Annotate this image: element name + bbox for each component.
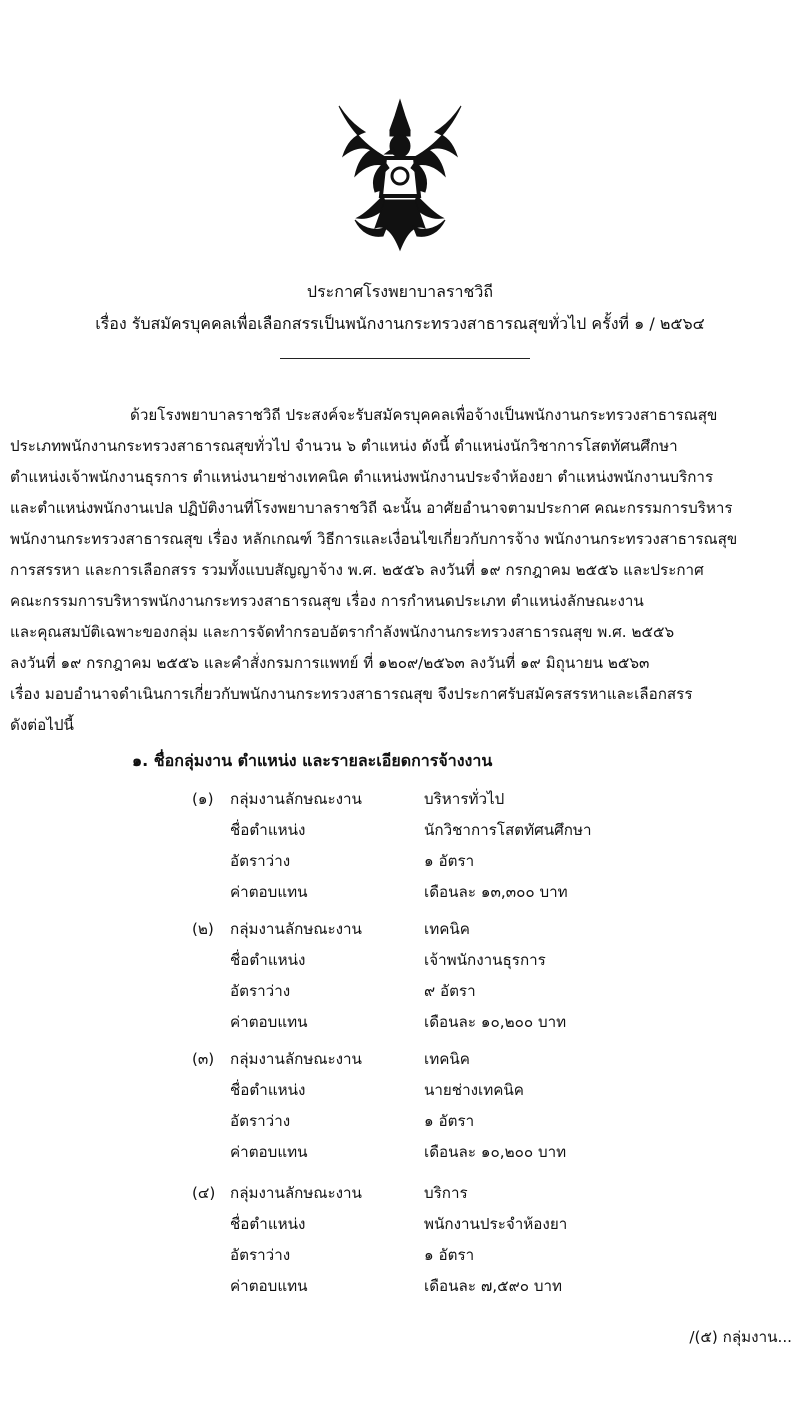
- vacancy-value: ๙ อัตรา: [424, 982, 476, 1000]
- pay-label: ค่าตอบแทน: [230, 1143, 308, 1161]
- garuda-emblem-icon: [335, 96, 465, 256]
- vacancy-label: อัตราว่าง: [230, 852, 291, 870]
- vacancy-label: อัตราว่าง: [230, 1246, 291, 1264]
- group-label: กลุ่มงานลักษณะงาน: [230, 920, 362, 938]
- body-line: ดังต่อไปนี้: [10, 716, 74, 734]
- group-number: (๔): [192, 1184, 216, 1202]
- pay-value: เดือนละ ๑๐,๒๐๐ บาท: [424, 1143, 567, 1161]
- position-value: เจ้าพนักงานธุรการ: [424, 951, 546, 969]
- group-value: เทคนิค: [424, 920, 470, 938]
- position-label: ชื่อตำแหน่ง: [230, 1081, 306, 1099]
- pay-value: เดือนละ ๑๐,๒๐๐ บาท: [424, 1013, 567, 1031]
- group-value: เทคนิค: [424, 1050, 470, 1068]
- body-line: ตำแหน่งเจ้าพนักงานธุรการ ตำแหน่งนายช่างเทคนิค ตำแหน่งพนักงานประจำห้องยา ตำแหน่งพนักงานบริการ: [10, 468, 714, 486]
- vacancy-value: ๑ อัตรา: [424, 1246, 475, 1264]
- group-value: บริหารทั่วไป: [424, 790, 505, 808]
- position-value: พนักงานประจำห้องยา: [424, 1215, 568, 1233]
- body-line: ประเภทพนักงานกระทรวงสาธารณสุขทั่วไป จำนวน ๖ ตำแหน่ง ดังนี้ ตำแหน่งนักวิชาการโสตทัศนศึกษา: [10, 437, 678, 455]
- group-label: กลุ่มงานลักษณะงาน: [230, 1184, 362, 1202]
- pay-label: ค่าตอบแทน: [230, 1277, 308, 1295]
- vacancy-value: ๑ อัตรา: [424, 1112, 475, 1130]
- group-number: (๓): [192, 1050, 215, 1068]
- title-divider: [280, 358, 530, 359]
- pay-value: เดือนละ ๗,๕๙๐ บาท: [424, 1277, 562, 1295]
- body-line: เรื่อง มอบอำนาจดำเนินการเกี่ยวกับพนักงานกระทรวงสาธารณสุข จึงประกาศรับสมัครสรรหาและเลือกสรร: [10, 685, 693, 703]
- body-line: คณะกรรมการบริหารพนักงานกระทรวงสาธารณสุข เรื่อง การกำหนดประเภท ตำแหน่งลักษณะงาน: [10, 592, 644, 610]
- position-value: นายช่างเทคนิค: [424, 1081, 524, 1099]
- body-line: และคุณสมบัติเฉพาะของกลุ่ม และการจัดทำกรอบอัตรากำลังพนักงานกระทรวงสาธารณสุข พ.ศ. ๒๕๕๖: [10, 623, 675, 641]
- section-1-heading: ๑. ชื่อกลุ่มงาน ตำแหน่ง และรายละเอียดการจ้างงาน: [132, 751, 493, 770]
- body-line: พนักงานกระทรวงสาธารณสุข เรื่อง หลักเกณฑ์ วิธีการและเงื่อนไขเกี่ยวกับการจ้าง พนักงานกระทรวงสาธารณสุข: [10, 530, 738, 548]
- body-line: และตำแหน่งพนักงานเปล ปฏิบัติงานที่โรงพยาบาลราชวิถี ฉะนั้น อาศัยอำนาจตามประกาศ คณะกรรมการบริหาร: [10, 499, 733, 517]
- group-label: กลุ่มงานลักษณะงาน: [230, 1050, 362, 1068]
- page-continuation: /(๕) กลุ่มงาน...: [689, 1328, 792, 1346]
- group-value: บริการ: [424, 1184, 468, 1202]
- group-number: (๒): [192, 920, 214, 938]
- vacancy-label: อัตราว่าง: [230, 982, 291, 1000]
- announcement-subject: เรื่อง รับสมัครบุคคลเพื่อเลือกสรรเป็นพนักงานกระทรวงสาธารณสุขทั่วไป ครั้งที่ ๑ / ๒๕๖๔: [95, 314, 705, 333]
- body-line: ด้วยโรงพยาบาลราชวิถี ประสงค์จะรับสมัครบุคคลเพื่อจ้างเป็นพนักงานกระทรวงสาธารณสุข: [130, 406, 718, 424]
- pay-label: ค่าตอบแทน: [230, 1013, 308, 1031]
- pay-value: เดือนละ ๑๓,๓๐๐ บาท: [424, 883, 568, 901]
- group-number: (๑): [192, 790, 214, 808]
- position-label: ชื่อตำแหน่ง: [230, 1215, 306, 1233]
- vacancy-value: ๑ อัตรา: [424, 852, 475, 870]
- body-paragraph: [10, 400, 794, 741]
- pay-label: ค่าตอบแทน: [230, 883, 308, 901]
- body-line: ลงวันที่ ๑๙ กรกฎาคม ๒๕๕๖ และคำสั่งกรมการแพทย์ ที่ ๑๒๐๙/๒๕๖๓ ลงวันที่ ๑๙ มิถุนายน ๒๕๖๓: [10, 654, 650, 672]
- vacancy-label: อัตราว่าง: [230, 1112, 291, 1130]
- position-label: ชื่อตำแหน่ง: [230, 951, 306, 969]
- announcement-title: ประกาศโรงพยาบาลราชวิถี: [306, 282, 494, 301]
- position-label: ชื่อตำแหน่ง: [230, 821, 306, 839]
- position-value: นักวิชาการโสตทัศนศึกษา: [424, 821, 592, 839]
- body-line: การสรรหา และการเลือกสรร รวมทั้งแบบสัญญาจ้าง พ.ศ. ๒๕๕๖ ลงวันที่ ๑๙ กรกฎาคม ๒๕๕๖ และประกาศ: [10, 561, 704, 579]
- group-label: กลุ่มงานลักษณะงาน: [230, 790, 362, 808]
